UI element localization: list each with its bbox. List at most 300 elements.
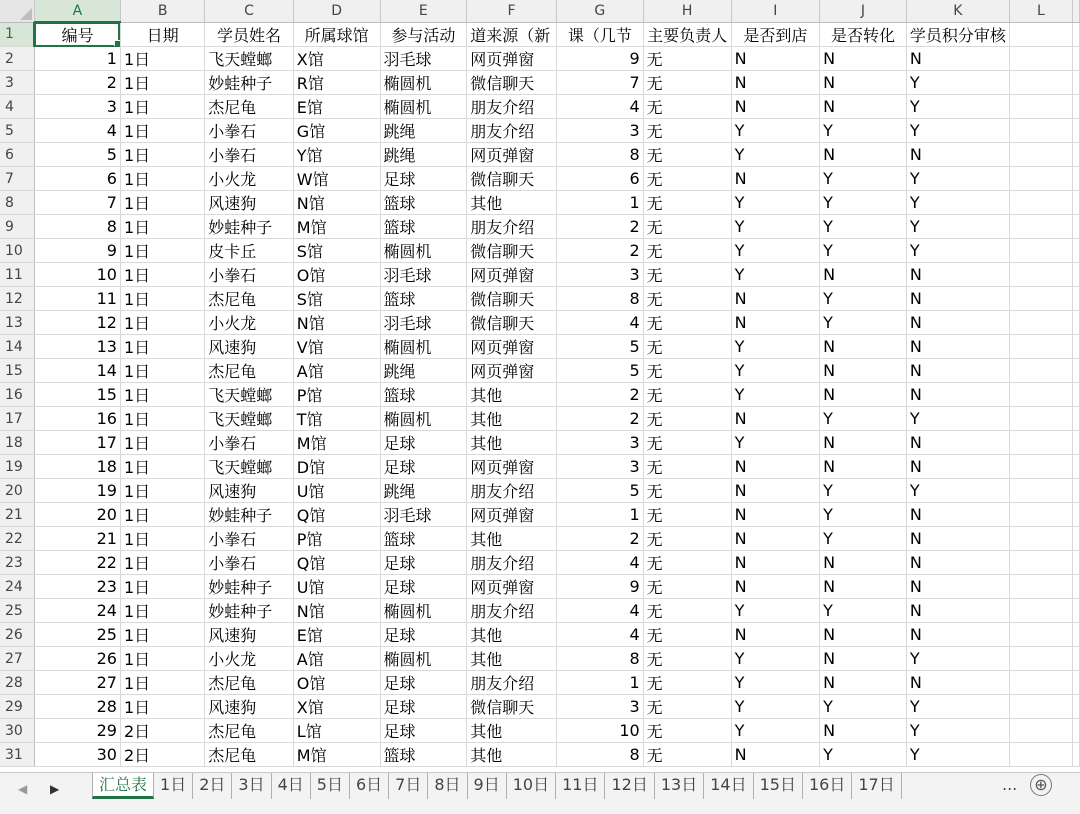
header-cell[interactable]: 道来源（新 <box>467 22 557 47</box>
cell[interactable] <box>1073 239 1080 263</box>
cell[interactable] <box>1073 695 1080 719</box>
cell[interactable]: 小拳石 <box>205 119 294 143</box>
cell[interactable]: Y <box>906 95 1009 119</box>
cell[interactable]: Y <box>820 311 907 335</box>
cell[interactable]: 其他 <box>467 647 557 671</box>
cell[interactable] <box>1009 383 1072 407</box>
row-number[interactable]: 21 <box>0 503 34 527</box>
cell[interactable]: N <box>731 623 820 647</box>
add-sheet-icon[interactable]: ⊕ <box>1030 774 1052 796</box>
cell[interactable]: 无 <box>643 551 731 575</box>
cell[interactable]: N <box>731 71 820 95</box>
cell[interactable]: 朋友介绍 <box>467 551 557 575</box>
row-number[interactable]: 19 <box>0 455 34 479</box>
cell[interactable]: 无 <box>643 455 731 479</box>
cell[interactable]: Y <box>731 647 820 671</box>
cell[interactable] <box>1073 215 1080 239</box>
cell[interactable]: 网页弹窗 <box>467 143 557 167</box>
cell[interactable]: Y <box>731 239 820 263</box>
cell[interactable]: 皮卡丘 <box>205 239 294 263</box>
cell[interactable] <box>1073 119 1080 143</box>
header-cell[interactable]: 学员积分审核 <box>906 22 1009 47</box>
cell[interactable] <box>1009 287 1072 311</box>
cell[interactable]: 杰尼龟 <box>205 359 294 383</box>
row-number[interactable]: 20 <box>0 479 34 503</box>
cell[interactable]: 微信聊天 <box>467 287 557 311</box>
cell[interactable]: N <box>820 719 907 743</box>
cell[interactable]: N <box>906 287 1009 311</box>
row-number[interactable]: 4 <box>0 95 34 119</box>
cell[interactable]: Y <box>731 143 820 167</box>
cell[interactable]: S馆 <box>293 287 380 311</box>
cell[interactable]: Y <box>820 527 907 551</box>
cell[interactable]: 跳绳 <box>380 143 467 167</box>
cell[interactable] <box>1073 647 1080 671</box>
header-cell[interactable]: 学员姓名 <box>205 22 294 47</box>
cell[interactable]: O馆 <box>293 671 380 695</box>
cell[interactable]: N <box>731 575 820 599</box>
cell[interactable]: 风速狗 <box>205 479 294 503</box>
cell[interactable]: 跳绳 <box>380 119 467 143</box>
cell[interactable]: Y <box>731 383 820 407</box>
cell[interactable] <box>1009 719 1072 743</box>
cell[interactable]: Q馆 <box>293 551 380 575</box>
cell[interactable]: N <box>906 671 1009 695</box>
cell[interactable]: N <box>731 95 820 119</box>
cell[interactable] <box>1009 263 1072 287</box>
cell[interactable]: 篮球 <box>380 743 467 767</box>
cell[interactable]: N <box>906 47 1009 71</box>
cell[interactable]: N <box>906 551 1009 575</box>
cell[interactable]: U馆 <box>293 479 380 503</box>
cell[interactable]: 26 <box>34 647 120 671</box>
cell[interactable]: 其他 <box>467 719 557 743</box>
cell[interactable]: 8 <box>556 287 643 311</box>
cell[interactable]: 8 <box>556 143 643 167</box>
column-header[interactable]: B <box>120 0 204 22</box>
cell[interactable]: 足球 <box>380 671 467 695</box>
cell[interactable]: 1日 <box>120 287 204 311</box>
column-header[interactable]: L <box>1009 0 1072 22</box>
cell[interactable]: 22 <box>34 551 120 575</box>
cell[interactable]: 无 <box>643 47 731 71</box>
cell[interactable]: 朋友介绍 <box>467 599 557 623</box>
row-number[interactable]: 1 <box>0 22 34 47</box>
select-all-corner[interactable] <box>0 0 34 22</box>
cell[interactable]: 9 <box>34 239 120 263</box>
sheet-tab[interactable]: 17日 <box>852 773 901 799</box>
cell[interactable]: 4 <box>556 599 643 623</box>
cell[interactable]: 1日 <box>120 407 204 431</box>
cell[interactable]: 无 <box>643 95 731 119</box>
cell[interactable]: 飞天螳螂 <box>205 383 294 407</box>
cell[interactable] <box>1073 455 1080 479</box>
cell[interactable]: N <box>820 263 907 287</box>
cell[interactable] <box>1009 119 1072 143</box>
cell[interactable]: N <box>731 287 820 311</box>
row-number[interactable]: 14 <box>0 335 34 359</box>
cell[interactable]: 篮球 <box>380 287 467 311</box>
cell[interactable]: 1日 <box>120 551 204 575</box>
cell[interactable]: 9 <box>556 47 643 71</box>
row-number[interactable]: 2 <box>0 47 34 71</box>
cell[interactable]: Y <box>820 479 907 503</box>
column-header[interactable]: C <box>205 0 294 22</box>
cell[interactable]: N <box>906 263 1009 287</box>
cell[interactable]: 1日 <box>120 359 204 383</box>
cell[interactable] <box>1073 503 1080 527</box>
cell[interactable]: 5 <box>556 359 643 383</box>
cell[interactable]: 3 <box>34 95 120 119</box>
cell[interactable]: 网页弹窗 <box>467 503 557 527</box>
cell[interactable]: Y <box>820 287 907 311</box>
cell[interactable]: 无 <box>643 599 731 623</box>
cell[interactable]: 微信聊天 <box>467 311 557 335</box>
header-cell[interactable]: 日期 <box>120 22 204 47</box>
cell[interactable]: 13 <box>34 335 120 359</box>
cell[interactable]: R馆 <box>293 71 380 95</box>
cell[interactable]: 其他 <box>467 383 557 407</box>
cell[interactable]: Y <box>731 191 820 215</box>
cell[interactable]: 篮球 <box>380 527 467 551</box>
cell[interactable]: 朋友介绍 <box>467 95 557 119</box>
row-number[interactable]: 8 <box>0 191 34 215</box>
cell[interactable]: 14 <box>34 359 120 383</box>
cell[interactable]: 3 <box>556 119 643 143</box>
cell[interactable]: N馆 <box>293 599 380 623</box>
cell[interactable]: 微信聊天 <box>467 167 557 191</box>
cell[interactable]: 无 <box>643 71 731 95</box>
cell[interactable]: 朋友介绍 <box>467 671 557 695</box>
cell[interactable]: Y <box>731 359 820 383</box>
cell[interactable]: 足球 <box>380 167 467 191</box>
cell[interactable]: 1日 <box>120 527 204 551</box>
cell[interactable] <box>1073 47 1080 71</box>
cell[interactable]: 小火龙 <box>205 647 294 671</box>
column-header[interactable]: F <box>467 0 557 22</box>
cell[interactable]: Y <box>820 239 907 263</box>
cell[interactable]: N <box>731 479 820 503</box>
cell[interactable]: 10 <box>556 719 643 743</box>
cell[interactable]: 椭圆机 <box>380 407 467 431</box>
cell[interactable]: 飞天螳螂 <box>205 407 294 431</box>
cell[interactable]: N <box>820 671 907 695</box>
cell[interactable]: 1 <box>556 671 643 695</box>
cell[interactable]: 杰尼龟 <box>205 719 294 743</box>
cell[interactable]: 其他 <box>467 527 557 551</box>
cell[interactable]: N <box>820 623 907 647</box>
cell[interactable]: 杰尼龟 <box>205 95 294 119</box>
header-cell[interactable]: 参与活动 <box>380 22 467 47</box>
sheet-tab[interactable]: 7日 <box>389 773 428 799</box>
column-header[interactable]: G <box>556 0 643 22</box>
cell[interactable]: N <box>731 527 820 551</box>
cell[interactable]: Y <box>820 599 907 623</box>
cell[interactable]: 1日 <box>120 599 204 623</box>
cell[interactable] <box>1009 95 1072 119</box>
cell[interactable] <box>1009 599 1072 623</box>
cell[interactable]: 18 <box>34 455 120 479</box>
cell[interactable]: Y <box>906 215 1009 239</box>
row-number[interactable]: 9 <box>0 215 34 239</box>
cell[interactable] <box>1073 335 1080 359</box>
cell[interactable]: Y <box>731 671 820 695</box>
cell[interactable] <box>1073 22 1080 47</box>
cell[interactable]: 2 <box>556 407 643 431</box>
header-cell[interactable]: 课（几节 <box>556 22 643 47</box>
cell[interactable]: Y <box>906 167 1009 191</box>
cell[interactable]: 1日 <box>120 119 204 143</box>
column-header[interactable]: I <box>731 0 820 22</box>
cell[interactable]: 妙蛙种子 <box>205 503 294 527</box>
cell[interactable]: 无 <box>643 479 731 503</box>
cell[interactable]: 足球 <box>380 455 467 479</box>
cell[interactable]: 网页弹窗 <box>467 47 557 71</box>
cell[interactable]: 小拳石 <box>205 143 294 167</box>
cell[interactable]: 3 <box>556 263 643 287</box>
row-number[interactable]: 15 <box>0 359 34 383</box>
cell[interactable]: 2 <box>556 383 643 407</box>
cell[interactable]: 1日 <box>120 671 204 695</box>
cell[interactable]: D馆 <box>293 455 380 479</box>
cell[interactable] <box>1073 623 1080 647</box>
cell[interactable] <box>1073 167 1080 191</box>
cell[interactable]: 7 <box>34 191 120 215</box>
cell[interactable]: 无 <box>643 719 731 743</box>
cell[interactable]: 19 <box>34 479 120 503</box>
cell[interactable]: E馆 <box>293 623 380 647</box>
cell[interactable]: 4 <box>556 551 643 575</box>
cell[interactable]: 无 <box>643 503 731 527</box>
cell[interactable]: 椭圆机 <box>380 647 467 671</box>
tab-scroll-next-icon[interactable]: ▶ <box>50 782 60 796</box>
row-number[interactable]: 17 <box>0 407 34 431</box>
cell[interactable] <box>1073 143 1080 167</box>
cell[interactable]: 1日 <box>120 263 204 287</box>
cell[interactable] <box>1073 191 1080 215</box>
cell[interactable]: N <box>906 359 1009 383</box>
cell[interactable] <box>1073 743 1080 767</box>
row-number[interactable]: 3 <box>0 71 34 95</box>
cell[interactable] <box>1009 71 1072 95</box>
cell[interactable]: 其他 <box>467 431 557 455</box>
cell[interactable]: 无 <box>643 407 731 431</box>
cell[interactable]: N <box>820 431 907 455</box>
cell[interactable] <box>1009 527 1072 551</box>
cell[interactable]: 1日 <box>120 215 204 239</box>
cell[interactable]: 小拳石 <box>205 431 294 455</box>
cell[interactable]: Y <box>731 119 820 143</box>
cell[interactable] <box>1073 311 1080 335</box>
cell[interactable]: A馆 <box>293 647 380 671</box>
sheet-tab[interactable]: 3日 <box>232 773 271 799</box>
cell[interactable]: Y <box>820 743 907 767</box>
cell[interactable]: N <box>820 47 907 71</box>
cell[interactable]: N <box>820 143 907 167</box>
cell[interactable]: N <box>906 527 1009 551</box>
cell[interactable]: T馆 <box>293 407 380 431</box>
cell[interactable] <box>1073 431 1080 455</box>
cell[interactable]: O馆 <box>293 263 380 287</box>
cell[interactable] <box>1073 407 1080 431</box>
cell[interactable]: 3 <box>556 455 643 479</box>
cell[interactable]: N <box>820 551 907 575</box>
cell[interactable]: 6 <box>556 167 643 191</box>
cell[interactable]: Y <box>731 335 820 359</box>
sheet-tab[interactable]: 汇总表 <box>92 773 154 799</box>
cell[interactable]: 无 <box>643 167 731 191</box>
cell[interactable]: 1日 <box>120 71 204 95</box>
cell[interactable] <box>1073 527 1080 551</box>
cell[interactable]: Y <box>820 167 907 191</box>
cell[interactable]: 网页弹窗 <box>467 335 557 359</box>
more-tabs-button[interactable]: ... <box>1002 775 1018 794</box>
cell[interactable]: 风速狗 <box>205 695 294 719</box>
cell[interactable]: 风速狗 <box>205 623 294 647</box>
cell[interactable]: Y <box>906 695 1009 719</box>
cell[interactable]: V馆 <box>293 335 380 359</box>
sheet-tab[interactable]: 6日 <box>350 773 389 799</box>
cell[interactable]: P馆 <box>293 383 380 407</box>
cell[interactable]: 朋友介绍 <box>467 119 557 143</box>
sheet-tab[interactable]: 11日 <box>556 773 605 799</box>
cell[interactable]: 1日 <box>120 47 204 71</box>
row-number[interactable]: 22 <box>0 527 34 551</box>
cell[interactable]: Y <box>906 479 1009 503</box>
header-cell[interactable]: 编号 <box>34 22 120 47</box>
cell[interactable]: 足球 <box>380 719 467 743</box>
cell[interactable]: Y <box>820 503 907 527</box>
cell[interactable]: 风速狗 <box>205 335 294 359</box>
cell[interactable]: 足球 <box>380 551 467 575</box>
cell[interactable] <box>1009 479 1072 503</box>
cell[interactable]: N <box>906 383 1009 407</box>
sheet-tab[interactable]: 10日 <box>507 773 556 799</box>
cell[interactable]: 6 <box>34 167 120 191</box>
cell[interactable] <box>1009 623 1072 647</box>
cell[interactable]: 28 <box>34 695 120 719</box>
cell[interactable]: 足球 <box>380 431 467 455</box>
cell[interactable]: N <box>906 599 1009 623</box>
cell[interactable]: 5 <box>34 143 120 167</box>
cell[interactable]: N <box>820 455 907 479</box>
cell[interactable]: Y <box>906 407 1009 431</box>
cell[interactable]: N <box>906 311 1009 335</box>
cell[interactable]: N <box>820 575 907 599</box>
row-number[interactable]: 23 <box>0 551 34 575</box>
cell[interactable] <box>1009 647 1072 671</box>
cell[interactable]: Y <box>731 431 820 455</box>
sheet-tab[interactable]: 14日 <box>704 773 753 799</box>
sheet-tab[interactable]: 13日 <box>655 773 704 799</box>
cell[interactable]: 无 <box>643 647 731 671</box>
cell[interactable]: 25 <box>34 623 120 647</box>
cell[interactable]: 篮球 <box>380 191 467 215</box>
column-header[interactable]: H <box>643 0 731 22</box>
cell[interactable]: 无 <box>643 671 731 695</box>
cell[interactable]: 无 <box>643 527 731 551</box>
cell[interactable]: Y <box>820 695 907 719</box>
cell[interactable]: N <box>906 455 1009 479</box>
cell[interactable]: 椭圆机 <box>380 95 467 119</box>
sheet-tab[interactable]: 2日 <box>193 773 232 799</box>
cell[interactable]: 微信聊天 <box>467 239 557 263</box>
cell[interactable]: N <box>731 167 820 191</box>
cell[interactable]: N馆 <box>293 191 380 215</box>
cell[interactable]: 网页弹窗 <box>467 455 557 479</box>
cell[interactable]: P馆 <box>293 527 380 551</box>
cell[interactable] <box>1073 71 1080 95</box>
row-number[interactable]: 27 <box>0 647 34 671</box>
cell[interactable]: Y馆 <box>293 143 380 167</box>
cell[interactable]: 15 <box>34 383 120 407</box>
column-header[interactable]: D <box>293 0 380 22</box>
cell[interactable]: 3 <box>556 695 643 719</box>
cell[interactable]: Y <box>820 119 907 143</box>
cell[interactable]: 杰尼龟 <box>205 287 294 311</box>
cell[interactable]: 篮球 <box>380 383 467 407</box>
cell[interactable]: 羽毛球 <box>380 503 467 527</box>
cell[interactable]: 4 <box>556 95 643 119</box>
cell[interactable] <box>1073 719 1080 743</box>
cell[interactable] <box>1009 503 1072 527</box>
cell[interactable]: 妙蛙种子 <box>205 71 294 95</box>
row-number[interactable]: 24 <box>0 575 34 599</box>
row-number[interactable]: 6 <box>0 143 34 167</box>
cell[interactable]: N <box>906 431 1009 455</box>
cell[interactable]: 1日 <box>120 143 204 167</box>
cell[interactable]: 2日 <box>120 719 204 743</box>
cell[interactable]: 无 <box>643 263 731 287</box>
cell[interactable]: 妙蛙种子 <box>205 215 294 239</box>
cell[interactable]: 无 <box>643 119 731 143</box>
cell[interactable] <box>1009 671 1072 695</box>
cell[interactable]: 5 <box>556 479 643 503</box>
cell[interactable] <box>1073 575 1080 599</box>
cell[interactable]: 17 <box>34 431 120 455</box>
cell[interactable]: Y <box>731 215 820 239</box>
cell[interactable] <box>1073 479 1080 503</box>
cell[interactable]: 椭圆机 <box>380 599 467 623</box>
cell[interactable]: 11 <box>34 287 120 311</box>
cell[interactable]: 1日 <box>120 575 204 599</box>
cell[interactable]: 1日 <box>120 383 204 407</box>
cell[interactable]: 1 <box>556 191 643 215</box>
cell[interactable]: N <box>906 503 1009 527</box>
cell[interactable]: Y <box>906 119 1009 143</box>
cell[interactable]: 9 <box>556 575 643 599</box>
cell[interactable]: 妙蛙种子 <box>205 599 294 623</box>
cell[interactable] <box>1009 167 1072 191</box>
cell[interactable]: 网页弹窗 <box>467 263 557 287</box>
cell[interactable]: 1日 <box>120 647 204 671</box>
cell[interactable]: N <box>906 623 1009 647</box>
cell[interactable]: 无 <box>643 215 731 239</box>
cell[interactable]: 10 <box>34 263 120 287</box>
cell[interactable]: 羽毛球 <box>380 311 467 335</box>
cell[interactable] <box>1009 335 1072 359</box>
cell[interactable]: 1 <box>556 503 643 527</box>
row-number[interactable]: 25 <box>0 599 34 623</box>
cell[interactable]: N <box>820 359 907 383</box>
cell[interactable]: N <box>820 383 907 407</box>
cell[interactable]: 1日 <box>120 503 204 527</box>
row-number[interactable]: 28 <box>0 671 34 695</box>
cell[interactable]: 足球 <box>380 623 467 647</box>
cell[interactable]: N <box>731 47 820 71</box>
cell[interactable] <box>1009 743 1072 767</box>
header-cell[interactable]: 主要负责人 <box>643 22 731 47</box>
